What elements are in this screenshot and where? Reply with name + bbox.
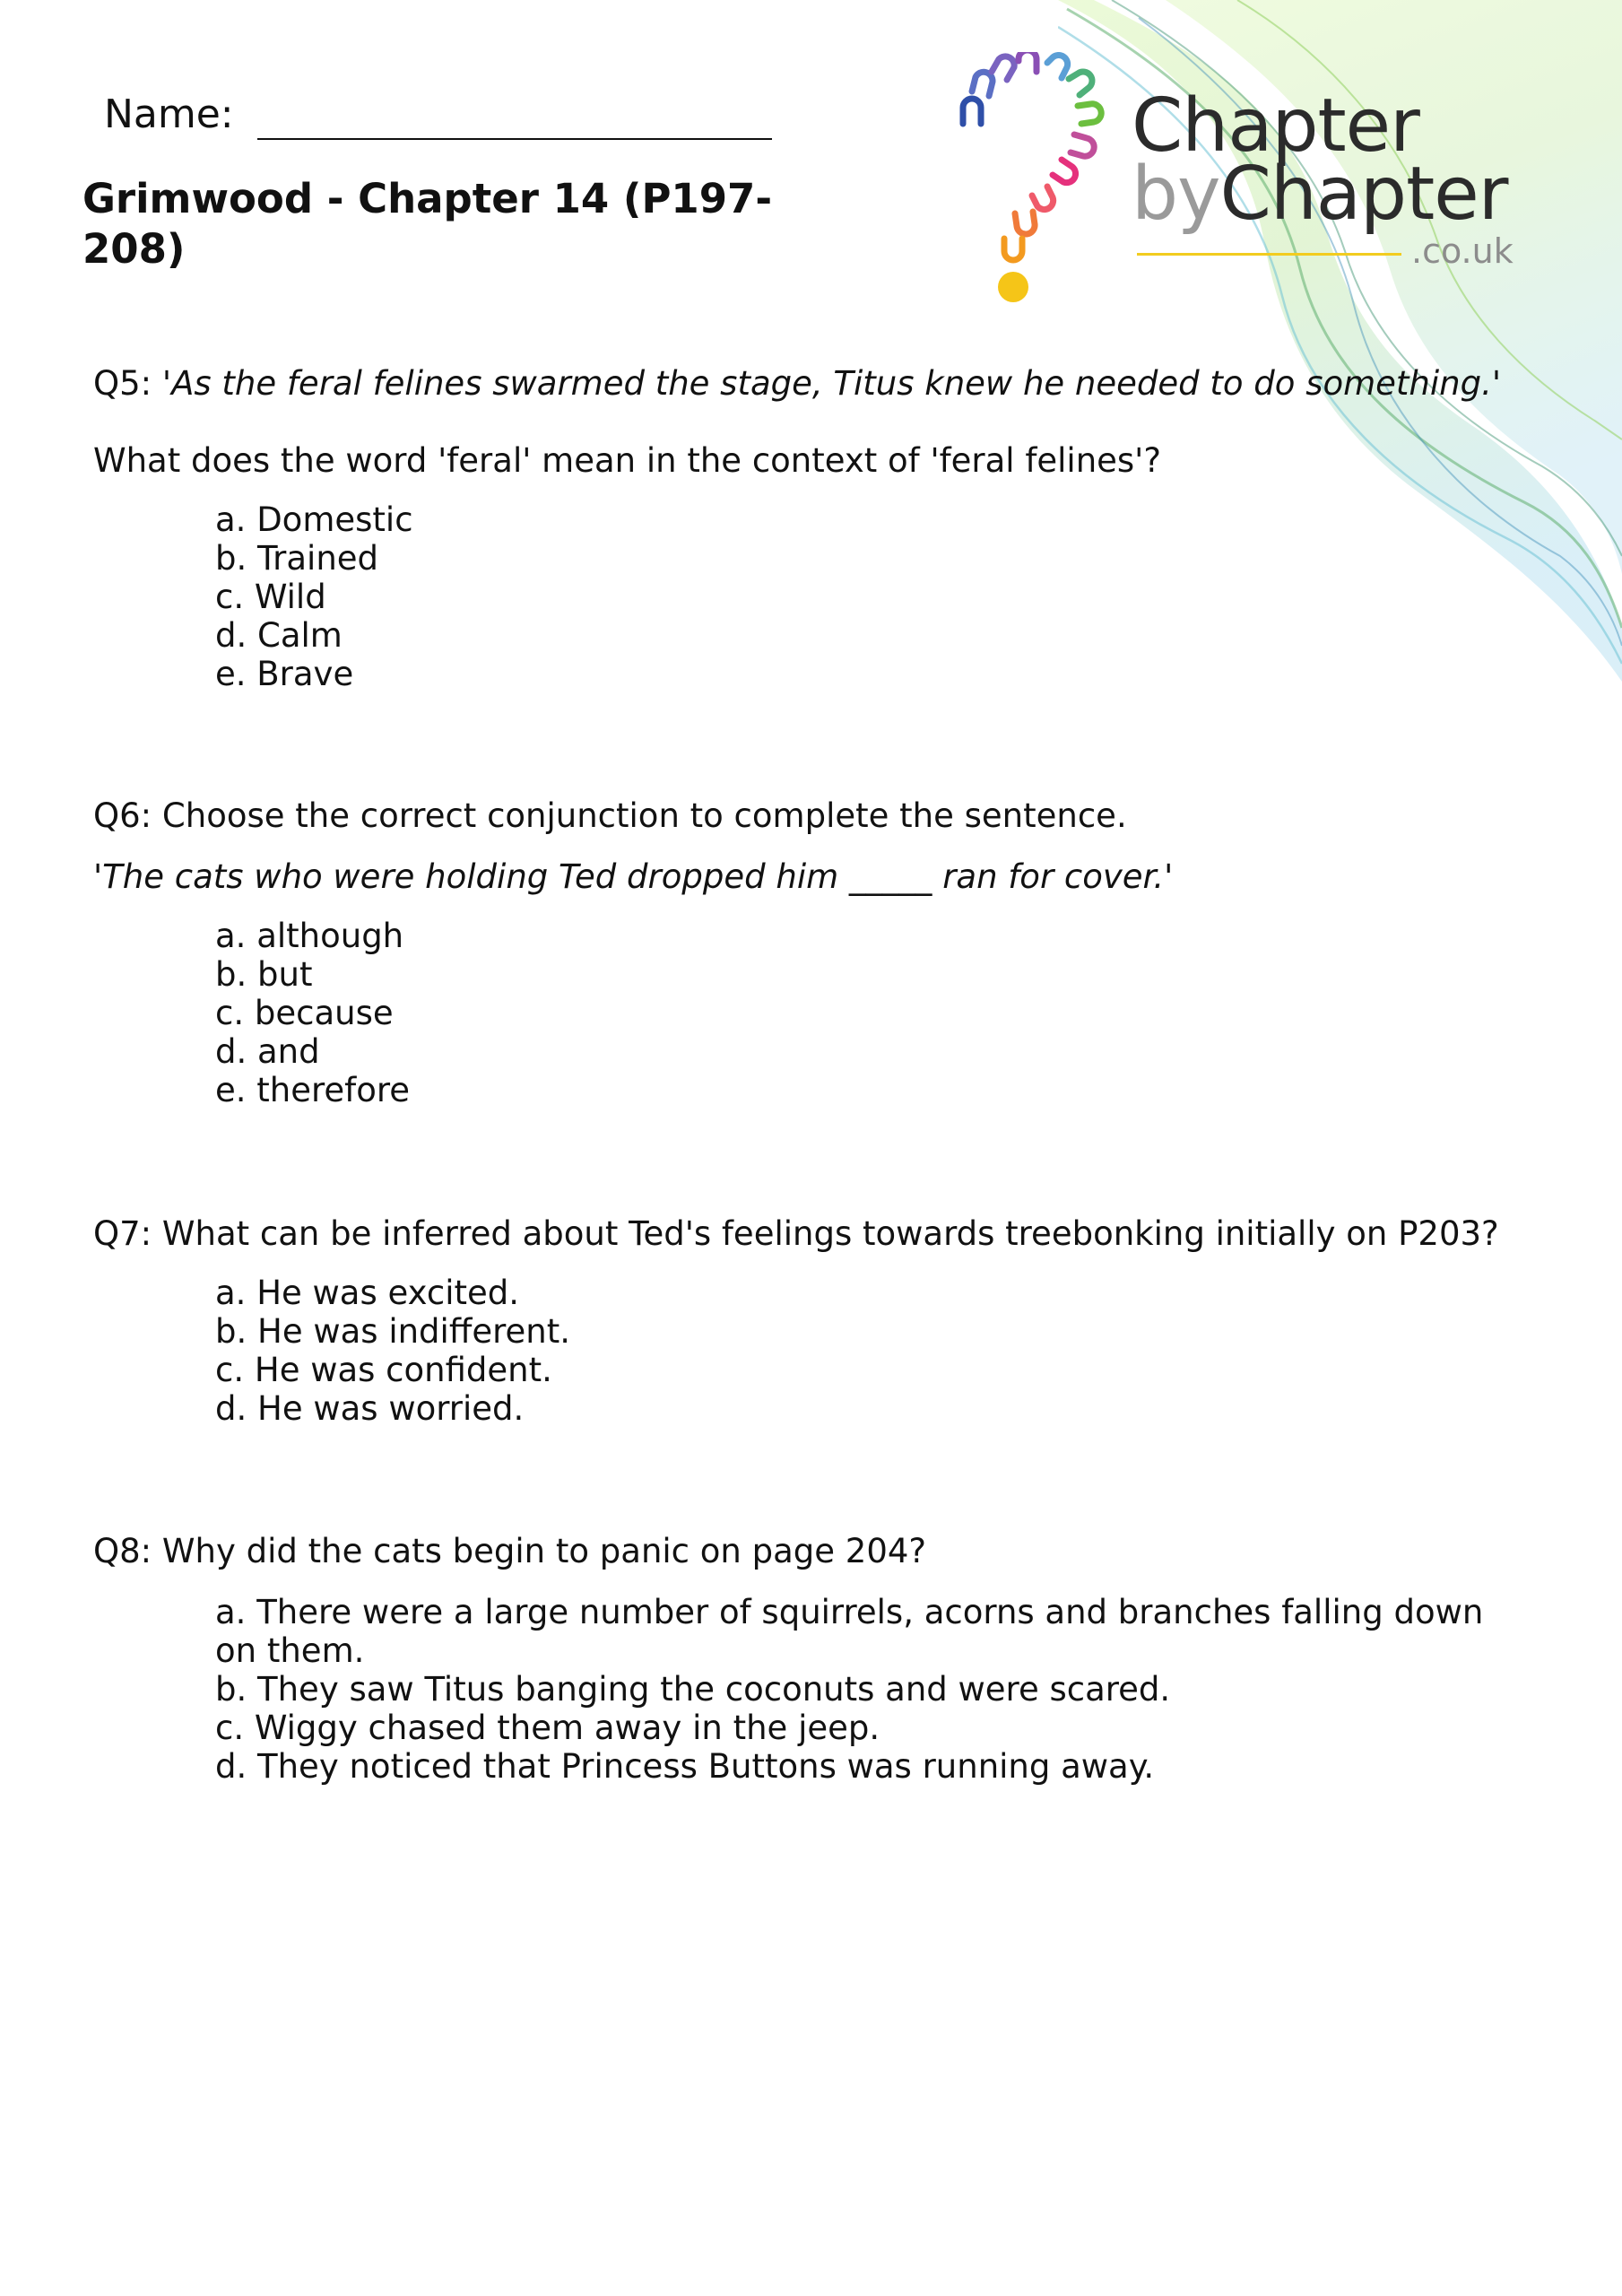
q8-option-a[interactable]: a. There were a large number of squirrels, acorns and branches falling down on them.	[215, 1593, 1484, 1670]
q5-prompt: What does the word 'feral' mean in the context of 'feral felines'?	[93, 441, 1161, 480]
q5-quote-line	[93, 362, 1501, 405]
q8-prompt-line	[93, 1530, 926, 1573]
q5-option-c[interactable]: c. Wild	[215, 578, 326, 616]
logo-word-chapter: Chapter	[1132, 83, 1419, 169]
name-write-line[interactable]	[257, 138, 772, 140]
q7-option-a[interactable]: a. He was excited.	[215, 1274, 520, 1312]
q6-option-a[interactable]: a. although	[215, 917, 404, 955]
logo-underline	[1137, 253, 1401, 256]
q7-number: Q7:	[93, 1214, 152, 1253]
q6-blank[interactable]: _____	[848, 857, 932, 896]
q7-option-c[interactable]: c. He was confident.	[215, 1351, 552, 1389]
q8-option-c[interactable]: c. Wiggy chased them away in the jeep.	[215, 1709, 880, 1747]
q5-options	[215, 500, 413, 693]
q6-sentence	[93, 856, 1173, 899]
q5-option-d[interactable]: d. Calm	[215, 616, 343, 655]
q5-number: Q5:	[93, 364, 152, 403]
q5-option-b[interactable]: b. Trained	[215, 539, 379, 578]
logo-domain: .co.uk	[1411, 231, 1514, 271]
logo-wordmark	[1132, 83, 1544, 278]
q5-option-e[interactable]: e. Brave	[215, 655, 354, 693]
q6-option-c[interactable]: c. because	[215, 994, 394, 1032]
name-label: Name:	[104, 91, 234, 137]
q7-options	[215, 1274, 570, 1428]
q8-prompt: Why did the cats begin to panic on page 204?	[161, 1532, 927, 1570]
q8-number: Q8:	[93, 1532, 152, 1570]
logo-word-bychapter	[1132, 152, 1508, 237]
q6-prompt: Choose the correct conjunction to complete the sentence.	[161, 796, 1127, 835]
q7-prompt-line	[93, 1213, 1499, 1256]
logo-word-chapter-2: Chapter	[1219, 152, 1508, 237]
q5-option-a[interactable]: a. Domestic	[215, 500, 413, 539]
logo-question-mark-icon	[959, 52, 1121, 312]
q7-option-d[interactable]: d. He was worried.	[215, 1389, 525, 1428]
q8-option-d[interactable]: d. They noticed that Princess Buttons was running away.	[215, 1747, 1155, 1786]
logo-word-by: by	[1132, 152, 1220, 237]
q6-option-e[interactable]: e. therefore	[215, 1071, 410, 1109]
q8-option-b[interactable]: b. They saw Titus banging the coconuts and were scared.	[215, 1670, 1171, 1709]
q7-prompt: What can be inferred about Ted's feelings towards treebonking initially on P203?	[161, 1214, 1499, 1253]
q6-options	[215, 917, 410, 1109]
q6-quote-after: ran for cover.'	[942, 857, 1174, 896]
q6-option-b[interactable]: b. but	[215, 955, 313, 994]
q6-option-d[interactable]: d. and	[215, 1032, 320, 1071]
name-field-row	[104, 90, 772, 140]
worksheet-title: Grimwood - Chapter 14 (P197-208)	[82, 175, 773, 273]
q5-quote: 'As the feral felines swarmed the stage, Titus knew he needed to do something.'	[161, 364, 1502, 403]
q6-number: Q6:	[93, 796, 152, 835]
q8-options	[215, 1593, 1524, 1786]
q6-quote-before: 'The cats who were holding Ted dropped him	[93, 857, 839, 896]
q6-prompt-line	[93, 795, 1127, 838]
q7-option-b[interactable]: b. He was indifferent.	[215, 1312, 570, 1351]
